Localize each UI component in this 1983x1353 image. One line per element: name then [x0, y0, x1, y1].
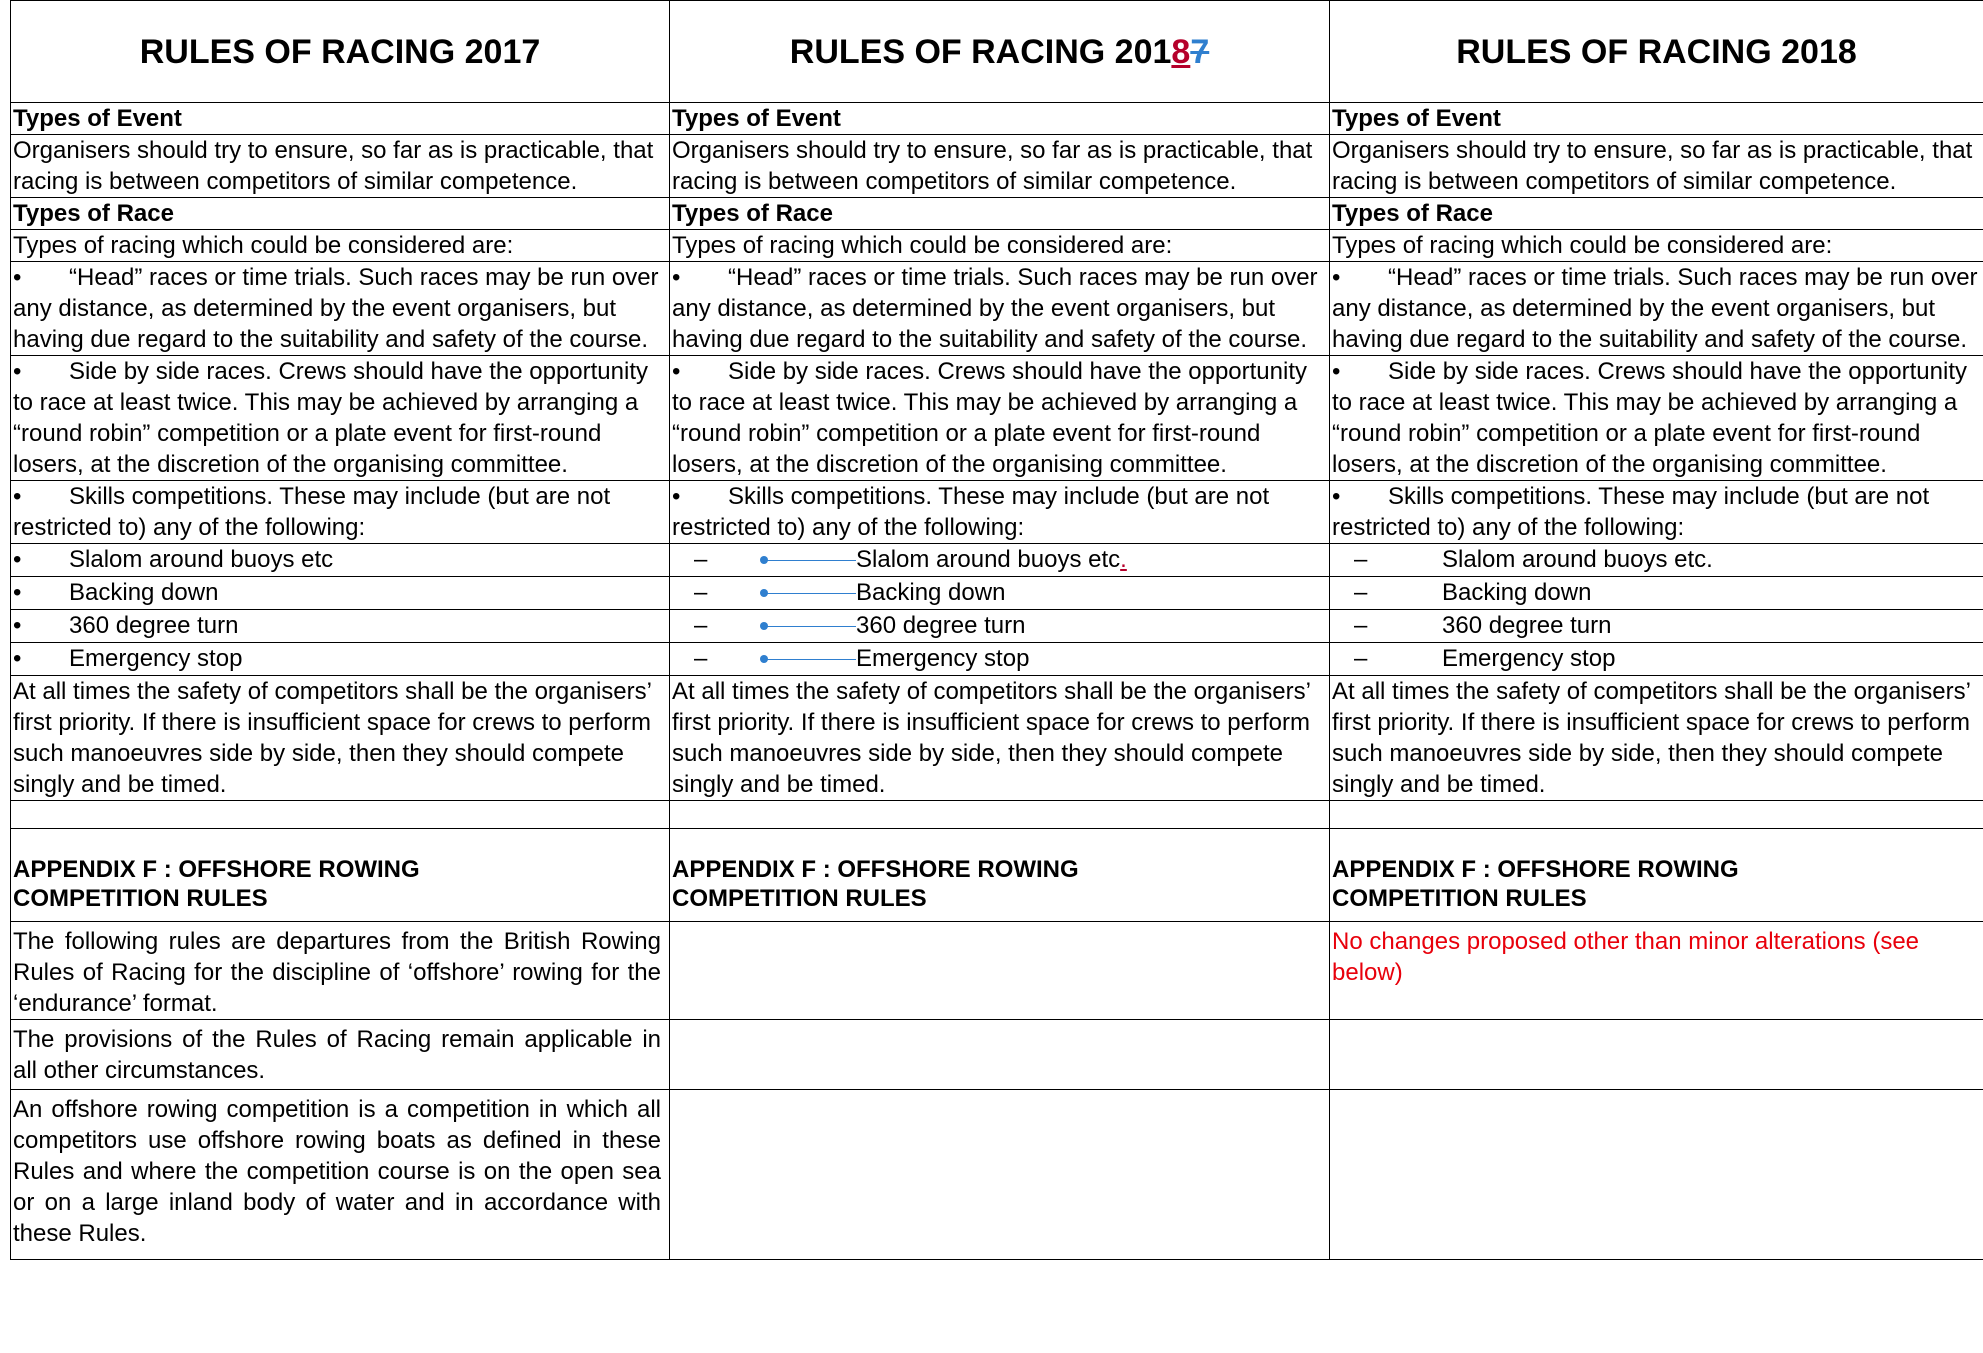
dash-icon: – [694, 645, 708, 672]
skills-subitem: • Slalom around buoys etc [11, 544, 670, 577]
dash-icon: – [1354, 645, 1368, 672]
safety-text: At all times the safety of competitors shall be the organisers’ first priority. If there is insufficient space for crews to perform such manoeuvres side by side, then they should compete singly and be timed. [11, 676, 670, 801]
safety-row [11, 676, 1983, 801]
tracked-deletion: 7 [1190, 32, 1210, 71]
bullet-icon: • [13, 358, 22, 385]
skills-subitem-tracked: – 360 degree turn [670, 610, 1330, 643]
skills-subitem: – Backing down [1330, 577, 1983, 610]
organisers-text: Organisers should try to ensure, so far as is practicable, that racing is between competitors of similar competence. [11, 135, 670, 198]
head-races-row [11, 262, 1983, 356]
types-of-race-heading: Types of Race [670, 198, 1330, 230]
organisers-text: Organisers should try to ensure, so far as is practicable, that racing is between competitors of similar competence. [670, 135, 1330, 198]
provisions-text: The provisions of the Rules of Racing remain applicable in all other circumstances. [11, 1020, 670, 1090]
bullet-icon: • [13, 264, 22, 291]
bullet-icon: • [13, 579, 22, 606]
header-2017: RULES OF RACING 2017 [11, 1, 670, 103]
bullet-icon: • [1332, 264, 1341, 291]
skills-subitem-tracked: – Backing down [670, 577, 1330, 610]
head-races-item: • “Head” races or time trials. Such races may be run over any distance, as determined by the event organisers, but having due regard to the suitability and safety of the course. [670, 262, 1330, 356]
side-by-side-item: • Side by side races. Crews should have the opportunity to race at least twice. This may be achieved by arranging a “round robin” competition or a plate event for first-round losers, at the discretion of the organising committee. [1330, 356, 1983, 481]
organisers-row [11, 135, 1983, 198]
side-by-side-row [11, 356, 1983, 481]
side-by-side-item: • Side by side races. Crews should have the opportunity to race at least twice. This may be achieved by arranging a “round robin” competition or a plate event for first-round losers, at the discretion of the organising committee. [670, 356, 1330, 481]
appendix-heading: APPENDIX F : OFFSHORE ROWING COMPETITION RULES [670, 829, 1330, 922]
types-of-race-heading: Types of Race [1330, 198, 1983, 230]
skills-subitem: • Backing down [11, 577, 670, 610]
spacer-row [11, 801, 1983, 829]
bullet-icon: • [13, 546, 22, 573]
skills-item: • Skills competitions. These may include (but are not restricted to) any of the following: [670, 481, 1330, 544]
skills-subitem-row [11, 610, 1983, 643]
tracked-change-marker-icon [766, 626, 856, 627]
bullet-icon: • [1332, 358, 1341, 385]
bullet-icon: • [672, 264, 681, 291]
skills-row [11, 481, 1983, 544]
empty-cell [670, 922, 1330, 1020]
empty-cell [670, 1020, 1330, 1090]
types-of-event-row [11, 103, 1983, 135]
dash-icon: – [694, 579, 708, 606]
appendix-row [11, 829, 1983, 922]
types-of-event-heading: Types of Event [1330, 103, 1983, 135]
bullet-icon: • [13, 645, 22, 672]
organisers-text: Organisers should try to ensure, so far as is practicable, that racing is between competitors of similar competence. [1330, 135, 1983, 198]
rules-comparison-table [10, 0, 1983, 1260]
head-races-item: • “Head” races or time trials. Such races may be run over any distance, as determined by the event organisers, but having due regard to the suitability and safety of the course. [1330, 262, 1983, 356]
head-races-item: • “Head” races or time trials. Such races may be run over any distance, as determined by the event organisers, but having due regard to the suitability and safety of the course. [11, 262, 670, 356]
skills-subitem-row [11, 544, 1983, 577]
empty-cell [670, 801, 1330, 829]
types-considered-text: Types of racing which could be considered are: [670, 230, 1330, 262]
types-considered-text: Types of racing which could be considered are: [1330, 230, 1983, 262]
types-considered-row [11, 230, 1983, 262]
safety-text: At all times the safety of competitors shall be the organisers’ first priority. If there is insufficient space for crews to perform such manoeuvres side by side, then they should compete singly and be timed. [1330, 676, 1983, 801]
empty-cell [670, 1090, 1330, 1260]
tracked-change-marker-icon [766, 593, 856, 594]
dash-icon: – [1354, 546, 1368, 573]
types-of-event-heading: Types of Event [11, 103, 670, 135]
skills-subitem: – 360 degree turn [1330, 610, 1983, 643]
skills-item: • Skills competitions. These may include (but are not restricted to) any of the following: [11, 481, 670, 544]
types-considered-text: Types of racing which could be considered are: [11, 230, 670, 262]
dash-icon: – [1354, 612, 1368, 639]
skills-subitem-row [11, 577, 1983, 610]
skills-subitem: • Emergency stop [11, 643, 670, 676]
types-of-event-heading: Types of Event [670, 103, 1330, 135]
skills-subitem: – Slalom around buoys etc. [1330, 544, 1983, 577]
document-page [10, 0, 1983, 1260]
header-row [11, 1, 1983, 103]
empty-cell [1330, 1020, 1983, 1090]
dash-icon: – [694, 546, 708, 573]
skills-item: • Skills competitions. These may include (but are not restricted to) any of the following: [1330, 481, 1983, 544]
empty-cell [11, 801, 670, 829]
departures-row [11, 922, 1983, 1020]
empty-cell [1330, 801, 1983, 829]
bullet-icon: • [13, 483, 22, 510]
bullet-icon: • [672, 483, 681, 510]
dash-icon: – [1354, 579, 1368, 606]
skills-subitem-tracked: – Emergency stop [670, 643, 1330, 676]
header-2018-tracked: RULES OF RACING 20187 [670, 1, 1330, 103]
skills-subitem: • 360 degree turn [11, 610, 670, 643]
tracked-change-marker-icon [766, 560, 856, 561]
tracked-insertion: . [1120, 546, 1127, 573]
appendix-heading: APPENDIX F : OFFSHORE ROWING COMPETITION RULES [1330, 829, 1983, 922]
provisions-row [11, 1020, 1983, 1090]
tracked-change-marker-icon [766, 659, 856, 660]
offshore-definition-row [11, 1090, 1983, 1260]
bullet-icon: • [13, 612, 22, 639]
offshore-definition-text: An offshore rowing competition is a competition in which all competitors use offshore rowing boats as defined in these Rules and where the competition course is on the open sea or on a large inland body of water and in accordance with these Rules. [11, 1090, 670, 1260]
empty-cell [1330, 1090, 1983, 1260]
types-of-race-heading: Types of Race [11, 198, 670, 230]
tracked-insertion: 8 [1171, 32, 1191, 71]
header-2018: RULES OF RACING 2018 [1330, 1, 1983, 103]
bullet-icon: • [1332, 483, 1341, 510]
side-by-side-item: • Side by side races. Crews should have the opportunity to race at least twice. This may be achieved by arranging a “round robin” competition or a plate event for first-round losers, at the discretion of the organising committee. [11, 356, 670, 481]
types-of-race-row [11, 198, 1983, 230]
safety-text: At all times the safety of competitors shall be the organisers’ first priority. If there is insufficient space for crews to perform such manoeuvres side by side, then they should compete singly and be timed. [670, 676, 1330, 801]
departures-text: The following rules are departures from the British Rowing Rules of Racing for the discipline of ‘offshore’ rowing for the ‘endurance’ format. [11, 922, 670, 1020]
skills-subitem: – Emergency stop [1330, 643, 1983, 676]
no-changes-note: No changes proposed other than minor alterations (see below) [1330, 922, 1983, 1020]
bullet-icon: • [672, 358, 681, 385]
dash-icon: – [694, 612, 708, 639]
skills-subitem-row [11, 643, 1983, 676]
skills-subitem-tracked: – Slalom around buoys etc. [670, 544, 1330, 577]
appendix-heading: APPENDIX F : OFFSHORE ROWING COMPETITION RULES [11, 829, 670, 922]
